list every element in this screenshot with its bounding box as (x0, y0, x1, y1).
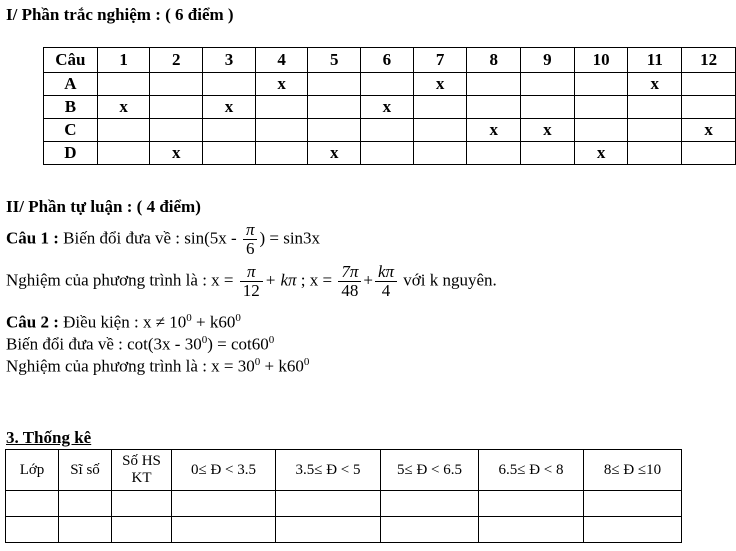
header-question-12: 12 (682, 48, 736, 73)
answer-cell (521, 73, 575, 96)
answer-cell (150, 73, 203, 96)
answer-cell (150, 96, 203, 119)
answer-cell (97, 119, 150, 142)
answer-cell (467, 73, 521, 96)
q1-line2 (6, 263, 497, 300)
q1-line1-post: ) = sin3x (259, 228, 321, 248)
frac-numerator: kπ (375, 263, 397, 282)
section1-title: I/ Phần trắc nghiệm : ( 6 điểm ) (6, 5, 234, 24)
answer-cell: x (413, 73, 467, 96)
option-label: B (44, 96, 98, 119)
stats-header-cell: Lớp (6, 450, 59, 491)
answer-cell (308, 96, 361, 119)
answer-cell (308, 119, 361, 142)
answer-table (43, 47, 736, 165)
answer-cell (203, 119, 256, 142)
stats-cell (112, 517, 172, 543)
degree-sup: 0 (303, 356, 310, 368)
degree-sup: 0 (201, 334, 208, 346)
degree-sup: 0 (268, 334, 275, 346)
stats-cell (172, 517, 276, 543)
q1-line2-post: với k nguyên. (403, 270, 497, 290)
stats-header-cell: Số HS KT (112, 450, 172, 491)
degree-sup: 0 (235, 312, 241, 324)
stats-cell (276, 517, 381, 543)
q1-line2-pre: Nghiệm của phương trình là : x = (6, 270, 234, 290)
stats-header-cell: 5≤ Đ < 6.5 (381, 450, 479, 491)
answer-cell (97, 73, 150, 96)
stats-header-cell: 6.5≤ Đ < 8 (479, 450, 584, 491)
answer-cell: x (97, 96, 150, 119)
answer-row-C (44, 119, 736, 142)
stats-row (6, 491, 682, 517)
q1-frac-pi-6 (243, 221, 258, 258)
answer-cell: x (628, 73, 682, 96)
q2-trans-pre: Biến đổi đưa về : cot(3x - 30 (6, 334, 202, 354)
option-label: C (44, 119, 98, 142)
answer-cell: x (467, 119, 521, 142)
answer-cell (413, 142, 467, 165)
answer-cell (255, 96, 308, 119)
header-question-7: 7 (413, 48, 467, 73)
answer-cell (361, 119, 414, 142)
q1-frac-pi-12 (240, 263, 263, 300)
answer-row-B (44, 96, 736, 119)
answer-cell (361, 73, 414, 96)
stats-cell (6, 491, 59, 517)
q1-label: Câu 1 : (6, 228, 59, 248)
q2-solution (6, 356, 309, 377)
header-question-2: 2 (150, 48, 203, 73)
q2-label: Câu 2 : (6, 312, 59, 332)
stats-cell (381, 491, 479, 517)
q2-cond-mid: + k60 (191, 312, 236, 332)
stats-cell (276, 491, 381, 517)
stats-header-cell: 8≤ Đ ≤10 (584, 450, 682, 491)
q2-cond-pre: Điều kiện : x ≠ 10 (58, 312, 187, 332)
q2-sol-mid: + k60 (260, 356, 304, 376)
degree-sup: 0 (186, 312, 192, 324)
stats-cell (59, 517, 112, 543)
stats-row (6, 517, 682, 543)
stats-cell (479, 491, 584, 517)
stats-cell (172, 491, 276, 517)
frac-denominator: 6 (245, 239, 255, 258)
answer-cell (308, 73, 361, 96)
stats-header-row (6, 450, 682, 491)
answer-cell: x (574, 142, 628, 165)
answer-cell (521, 96, 575, 119)
stats-cell (381, 517, 479, 543)
answer-row-D (44, 142, 736, 165)
answer-table-header-row (44, 48, 736, 73)
stats-header-cell: 3.5≤ Đ < 5 (276, 450, 381, 491)
header-question-3: 3 (203, 48, 256, 73)
q1-kpi: + kπ (264, 270, 297, 290)
stats-cell (6, 517, 59, 543)
answer-cell (203, 73, 256, 96)
answer-cell (574, 73, 628, 96)
frac-denominator: 4 (381, 281, 391, 300)
answer-cell (682, 96, 736, 119)
header-question-4: 4 (255, 48, 308, 73)
answer-cell (255, 119, 308, 142)
degree-sup: 0 (254, 356, 261, 368)
stats-table (5, 449, 682, 543)
stats-cell (59, 491, 112, 517)
stats-cell (112, 491, 172, 517)
header-question-11: 11 (628, 48, 682, 73)
answer-cell: x (682, 119, 736, 142)
answer-cell: x (361, 96, 414, 119)
answer-cell: x (203, 96, 256, 119)
answer-cell (682, 142, 736, 165)
header-question-8: 8 (467, 48, 521, 73)
answer-cell: x (150, 142, 203, 165)
answer-cell (574, 119, 628, 142)
q2-trans-mid: ) = cot60 (207, 334, 269, 354)
header-question-6: 6 (361, 48, 414, 73)
stats-cell (584, 491, 682, 517)
answer-cell (521, 142, 575, 165)
q1-frac-kpi-4 (375, 263, 397, 300)
frac-denominator: 12 (242, 281, 260, 300)
answer-cell (574, 96, 628, 119)
header-cau: Câu (44, 48, 98, 73)
answer-cell: x (308, 142, 361, 165)
section3-title: 3. Thống kê (6, 428, 92, 447)
q1-plus: + (363, 270, 373, 290)
stats-header-cell: 0≤ Đ < 3.5 (172, 450, 276, 491)
answer-cell (413, 96, 467, 119)
answer-cell (682, 73, 736, 96)
header-question-9: 9 (521, 48, 575, 73)
frac-numerator: π (243, 221, 258, 240)
answer-cell (255, 142, 308, 165)
answer-cell (628, 142, 682, 165)
header-question-1: 1 (97, 48, 150, 73)
answer-cell (467, 142, 521, 165)
answer-cell (628, 119, 682, 142)
answer-cell (97, 142, 150, 165)
answer-row-A (44, 73, 736, 96)
answer-cell (203, 142, 256, 165)
q2-condition (6, 312, 241, 333)
stats-header-cell: Sĩ số (59, 450, 112, 491)
answer-cell (628, 96, 682, 119)
option-label: D (44, 142, 98, 165)
header-question-5: 5 (308, 48, 361, 73)
q1-line1 (6, 221, 320, 258)
answer-cell (361, 142, 414, 165)
frac-numerator: 7π (338, 263, 361, 282)
q2-transform (6, 334, 274, 355)
answer-cell (467, 96, 521, 119)
answer-cell (413, 119, 467, 142)
q2-sol-pre: Nghiệm của phương trình là : x = 30 (6, 356, 255, 376)
q1-separator: ; x = (296, 270, 333, 290)
q1-frac-7pi-48 (338, 263, 361, 300)
q1-line1-pre: Biến đổi đưa về : sin(5x - (58, 228, 237, 248)
frac-numerator: π (240, 263, 263, 282)
answer-cell: x (255, 73, 308, 96)
answer-cell: x (521, 119, 575, 142)
stats-cell (479, 517, 584, 543)
frac-denominator: 48 (341, 281, 359, 300)
answer-cell (150, 119, 203, 142)
option-label: A (44, 73, 98, 96)
header-question-10: 10 (574, 48, 628, 73)
stats-cell (584, 517, 682, 543)
section2-title: II/ Phần tự luận : ( 4 điểm) (6, 197, 201, 216)
